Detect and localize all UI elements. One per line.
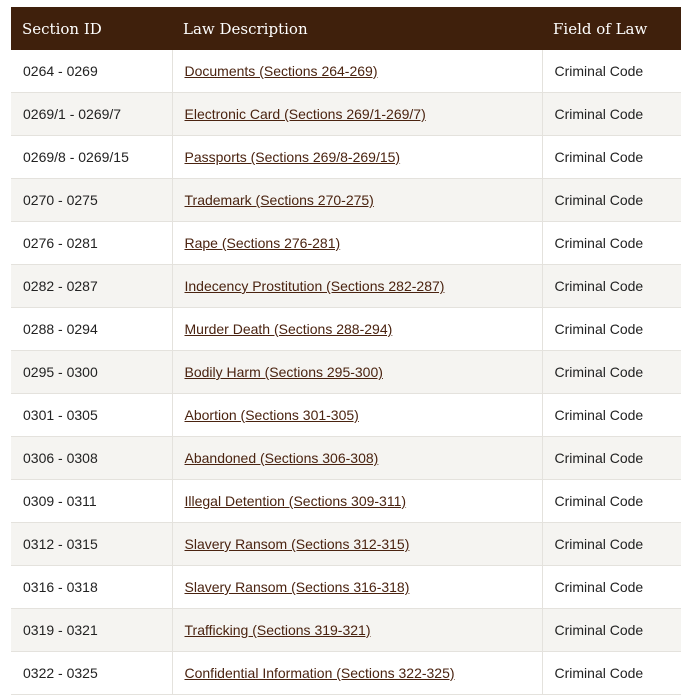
section-id-cell: 0269/8 - 0269/15 (11, 136, 172, 179)
field-of-law-cell: Criminal Code (542, 609, 681, 652)
law-description-link[interactable]: Illegal Detention (Sections 309-311) (184, 493, 407, 509)
field-of-law-cell: Criminal Code (542, 351, 681, 394)
table-row (11, 566, 681, 609)
section-id-cell: 0306 - 0308 (11, 437, 172, 480)
header-law-description: Law Description (172, 7, 542, 50)
field-of-law-cell: Criminal Code (542, 480, 681, 523)
header-row (11, 7, 681, 50)
table-header (11, 7, 681, 50)
law-description-cell (172, 566, 542, 609)
law-description-link[interactable]: Rape (Sections 276-281) (184, 235, 341, 251)
table-row (11, 437, 681, 480)
law-description-cell (172, 265, 542, 308)
field-of-law-cell: Criminal Code (542, 566, 681, 609)
law-description-link[interactable]: Passports (Sections 269/8-269/15) (184, 149, 401, 165)
field-of-law-cell: Criminal Code (542, 437, 681, 480)
law-description-cell (172, 351, 542, 394)
law-description-cell (172, 308, 542, 351)
table-row (11, 93, 681, 136)
field-of-law-cell: Criminal Code (542, 179, 681, 222)
law-description-cell (172, 437, 542, 480)
table-row (11, 394, 681, 437)
law-description-link[interactable]: Electronic Card (Sections 269/1-269/7) (184, 106, 426, 122)
law-description-link[interactable]: Bodily Harm (Sections 295-300) (184, 364, 383, 380)
law-table-container (11, 7, 681, 695)
header-section-id: Section ID (11, 7, 172, 50)
table-row (11, 136, 681, 179)
field-of-law-cell: Criminal Code (542, 523, 681, 566)
section-id-cell: 0312 - 0315 (11, 523, 172, 566)
section-id-cell: 0322 - 0325 (11, 652, 172, 695)
law-description-cell (172, 652, 542, 695)
law-description-cell (172, 93, 542, 136)
law-sections-table (11, 7, 681, 695)
law-description-cell (172, 179, 542, 222)
table-row (11, 609, 681, 652)
table-row (11, 179, 681, 222)
field-of-law-cell: Criminal Code (542, 265, 681, 308)
header-field-of-law: Field of Law (542, 7, 681, 50)
law-description-link[interactable]: Slavery Ransom (Sections 316-318) (184, 579, 410, 595)
section-id-cell: 0264 - 0269 (11, 50, 172, 93)
law-description-cell (172, 523, 542, 566)
section-id-cell: 0282 - 0287 (11, 265, 172, 308)
table-row (11, 50, 681, 93)
section-id-cell: 0276 - 0281 (11, 222, 172, 265)
law-description-cell (172, 394, 542, 437)
field-of-law-cell: Criminal Code (542, 308, 681, 351)
law-description-link[interactable]: Trafficking (Sections 319-321) (184, 622, 371, 638)
section-id-cell: 0270 - 0275 (11, 179, 172, 222)
table-row (11, 480, 681, 523)
law-description-link[interactable]: Murder Death (Sections 288-294) (184, 321, 393, 337)
law-description-cell (172, 50, 542, 93)
field-of-law-cell: Criminal Code (542, 136, 681, 179)
law-description-link[interactable]: Trademark (Sections 270-275) (184, 192, 374, 208)
table-row (11, 351, 681, 394)
law-description-link[interactable]: Abortion (Sections 301-305) (184, 407, 359, 423)
table-row (11, 265, 681, 308)
section-id-cell: 0295 - 0300 (11, 351, 172, 394)
table-row (11, 222, 681, 265)
law-description-link[interactable]: Abandoned (Sections 306-308) (184, 450, 379, 466)
section-id-cell: 0301 - 0305 (11, 394, 172, 437)
law-description-cell (172, 609, 542, 652)
field-of-law-cell: Criminal Code (542, 652, 681, 695)
field-of-law-cell: Criminal Code (542, 50, 681, 93)
section-id-cell: 0319 - 0321 (11, 609, 172, 652)
section-id-cell: 0269/1 - 0269/7 (11, 93, 172, 136)
table-body (11, 50, 681, 695)
law-description-link[interactable]: Documents (Sections 264-269) (184, 63, 378, 79)
field-of-law-cell: Criminal Code (542, 394, 681, 437)
section-id-cell: 0309 - 0311 (11, 480, 172, 523)
law-description-cell (172, 480, 542, 523)
law-description-link[interactable]: Slavery Ransom (Sections 312-315) (184, 536, 410, 552)
law-description-link[interactable]: Confidential Information (Sections 322-325) (184, 665, 455, 681)
law-description-link[interactable]: Indecency Prostitution (Sections 282-287) (184, 278, 445, 294)
section-id-cell: 0288 - 0294 (11, 308, 172, 351)
table-row (11, 308, 681, 351)
field-of-law-cell: Criminal Code (542, 222, 681, 265)
section-id-cell: 0316 - 0318 (11, 566, 172, 609)
table-row (11, 652, 681, 695)
law-description-cell (172, 136, 542, 179)
law-description-cell (172, 222, 542, 265)
table-row (11, 523, 681, 566)
field-of-law-cell: Criminal Code (542, 93, 681, 136)
